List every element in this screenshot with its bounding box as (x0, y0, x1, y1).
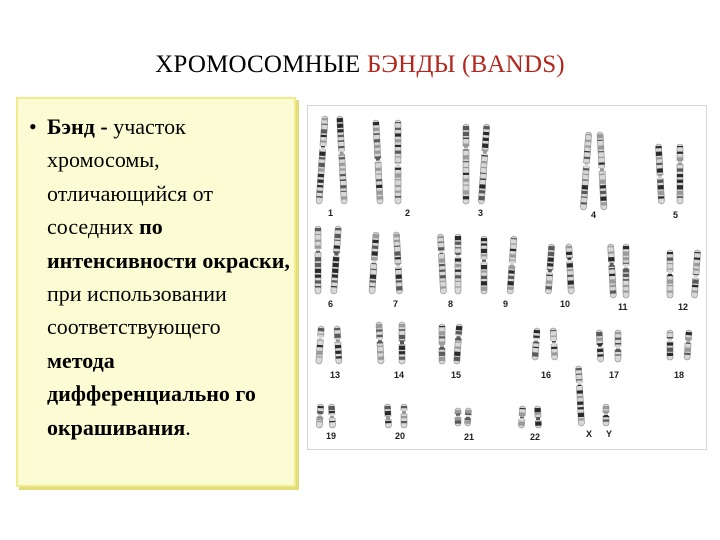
chromosome-label: 3 (478, 208, 484, 218)
definition-end: . (185, 414, 191, 440)
definition-text2: при использовании соответствующего (47, 281, 227, 340)
chromosome (375, 322, 384, 364)
chromosome (580, 132, 592, 210)
chromosome (330, 226, 342, 294)
chromosome-label: 12 (678, 302, 689, 312)
chromosome (336, 116, 348, 204)
chromosome-label: X (586, 429, 593, 439)
chromosome (316, 404, 325, 428)
chromosome (545, 244, 555, 294)
chromosome (455, 234, 462, 294)
chromosome-label: 15 (451, 370, 462, 380)
chromosome (315, 226, 322, 294)
definition-text (47, 110, 292, 444)
chromosome-label: 9 (503, 299, 509, 309)
chromosome-label: 14 (394, 370, 405, 380)
chromosome (603, 404, 610, 426)
chromosome (531, 328, 540, 360)
chromosome (455, 408, 462, 426)
chromosome (565, 244, 575, 294)
chromosome-label: 17 (609, 370, 620, 380)
chromosome (439, 324, 446, 364)
chromosome (506, 236, 517, 294)
chromosome (393, 232, 403, 294)
chromosome (575, 366, 585, 426)
chromosome-label: 10 (560, 299, 571, 309)
chromosome (395, 120, 402, 204)
title-part2-accent: БЭНДЫ (BANDS) (366, 50, 565, 78)
chromosome (334, 326, 343, 364)
chromosome-label: 6 (328, 299, 334, 309)
chromosome (534, 406, 542, 428)
chromosome (596, 132, 607, 210)
chromosome (368, 232, 379, 294)
definition-dash: - (94, 114, 114, 139)
chromosome-label: 19 (326, 431, 337, 441)
chromosome-label: 20 (395, 431, 406, 441)
chromosome (478, 124, 491, 204)
chromosome (437, 234, 447, 294)
chromosome (623, 244, 630, 298)
chromosome-label: 4 (591, 210, 597, 220)
chromosome (401, 404, 408, 428)
chromosome (315, 116, 328, 204)
definition-bold1: по интенсивности окраски, (47, 214, 290, 273)
definition-term: Бэнд (47, 114, 95, 139)
chromosome (677, 144, 684, 204)
chromosome (615, 330, 622, 362)
chromosome (518, 406, 527, 428)
chromosome (463, 124, 470, 204)
chromosome (655, 144, 665, 204)
chromosome (667, 250, 674, 298)
chromosome (481, 236, 488, 294)
chromosome-label: 8 (448, 299, 454, 309)
chromosome-label: 2 (405, 208, 411, 218)
chromosome-label: 18 (674, 370, 685, 380)
chromosome-label: 1 (328, 208, 334, 218)
chromosome (315, 326, 325, 364)
chromosome (607, 244, 617, 298)
chromosome (399, 322, 406, 364)
definition-bold2: метода дифференциально го окрашивания (47, 347, 256, 440)
chromosome (372, 120, 383, 204)
chromosome (453, 324, 463, 364)
chromosome (683, 330, 692, 360)
chromosome-label: 13 (330, 370, 341, 380)
chromosome-label: 7 (393, 299, 399, 309)
chromosome (550, 328, 559, 360)
chromosome (596, 330, 605, 362)
title-part1: ХРОМОСОМНЫЕ (155, 50, 367, 78)
chromosome-label: 22 (530, 432, 541, 442)
chromosome-label: 11 (618, 302, 628, 312)
definition-box (16, 97, 296, 487)
chromosome (384, 404, 392, 428)
chromosome (691, 250, 701, 298)
chromosome-label: 21 (464, 432, 475, 442)
chromosome-label: 16 (541, 370, 552, 380)
definition-text1: участок хромосомы, отличающийся от соседних (47, 114, 213, 240)
chromosome (464, 408, 472, 426)
slide-title (0, 51, 720, 79)
karyotype-figure (308, 106, 708, 451)
chromosome-label: 5 (673, 210, 679, 220)
chromosome (667, 330, 674, 360)
chromosome (328, 404, 336, 428)
chromosome-label: Y (606, 429, 613, 439)
karyotype-image (307, 105, 707, 450)
bullet-icon: • (29, 114, 37, 139)
